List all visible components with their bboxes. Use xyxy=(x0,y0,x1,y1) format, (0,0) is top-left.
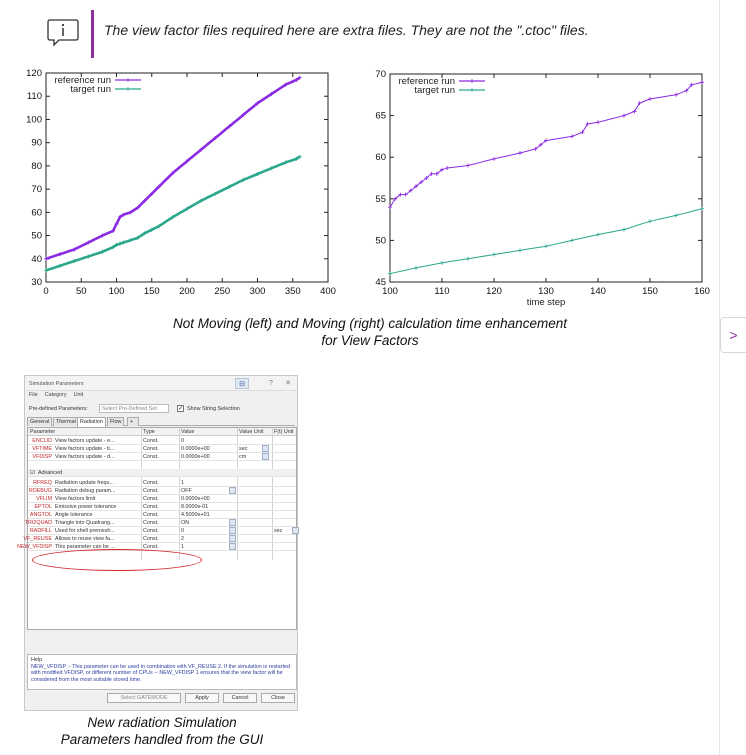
param-type: Const. xyxy=(143,488,159,494)
charts-caption xyxy=(120,315,620,349)
param-desc: Radiation update frequ... xyxy=(55,480,115,486)
chart-not-moving xyxy=(0,64,340,300)
param-desc: View factors limit xyxy=(55,496,96,502)
param-type: Const. xyxy=(143,454,159,460)
param-value: 1 xyxy=(181,544,184,550)
x-tick-label: 100 xyxy=(108,286,125,297)
dialog-tabs xyxy=(27,417,295,426)
y-tick-label: 60 xyxy=(375,152,386,164)
x-tick-label: 300 xyxy=(249,286,266,297)
param-type: Const. xyxy=(143,512,159,518)
dropdown-arrow-icon[interactable] xyxy=(292,527,299,534)
data-point xyxy=(466,164,470,168)
help-panel xyxy=(27,654,297,690)
series-line-target xyxy=(390,209,702,274)
tab-radiation[interactable]: Radiation xyxy=(77,417,106,427)
y-tick-label: 110 xyxy=(26,91,42,103)
param-name: ENCLID xyxy=(32,438,52,444)
param-type: Const. xyxy=(143,504,159,510)
data-point xyxy=(570,238,574,242)
data-point xyxy=(440,261,444,265)
simulation-parameters-dialog xyxy=(16,375,298,711)
param-desc: Emissive power tolerance xyxy=(55,504,117,510)
param-type: Const. xyxy=(143,496,159,502)
col-parameter: Parameter xyxy=(30,429,56,435)
y-tick-label: 80 xyxy=(31,160,42,172)
param-value: 1 xyxy=(181,480,184,486)
dropdown-arrow-icon[interactable] xyxy=(262,445,269,452)
predef-label: Pre-defined Parameters: xyxy=(29,406,88,412)
param-value: 0.0000e+00 xyxy=(181,454,210,460)
advanced-label: Advanced xyxy=(38,470,62,476)
x-tick-label: 150 xyxy=(143,286,160,297)
apply-button[interactable]: Apply xyxy=(185,693,219,703)
dropdown-arrow-icon[interactable] xyxy=(229,535,236,542)
y-tick-label: 70 xyxy=(31,184,42,196)
col-value: Value xyxy=(181,429,195,435)
legend-marker xyxy=(126,87,130,91)
legend-label: target run xyxy=(414,85,455,96)
param-desc: View factors update - d... xyxy=(55,454,115,460)
data-point xyxy=(648,219,652,223)
y-tick-label: 30 xyxy=(31,277,42,288)
data-point xyxy=(596,233,600,237)
data-point xyxy=(674,213,678,217)
param-value: OFF xyxy=(181,488,192,494)
y-tick-label: 60 xyxy=(31,207,42,219)
show-string-label: Show String Selection xyxy=(187,406,240,412)
param-name: TRI2QUAD xyxy=(24,520,52,526)
x-tick-label: 350 xyxy=(284,286,301,297)
param-desc: Triangle into Quadrang... xyxy=(55,520,115,526)
dropdown-arrow-icon[interactable] xyxy=(229,519,236,526)
y-tick-label: 50 xyxy=(375,235,386,247)
table-row[interactable] xyxy=(28,479,296,487)
y-tick-label: 45 xyxy=(375,277,386,288)
predefined-parameters-row xyxy=(29,404,295,414)
plot-frame xyxy=(46,73,328,282)
dialog-titlebar xyxy=(25,376,297,391)
param-type: Const. xyxy=(143,528,159,534)
param-value: 0.0000e+00 xyxy=(181,446,210,452)
tab-thermal[interactable]: Thermal xyxy=(53,417,79,426)
param-desc: View factors update - e... xyxy=(55,438,115,444)
table-row[interactable] xyxy=(28,527,296,535)
dialog-button-row xyxy=(25,692,297,706)
menu-file[interactable]: File xyxy=(29,392,38,398)
dropdown-arrow-icon[interactable] xyxy=(229,487,236,494)
data-point xyxy=(700,207,704,211)
table-row[interactable] xyxy=(28,445,296,453)
data-point xyxy=(544,244,548,248)
x-tick-label: 140 xyxy=(590,286,606,297)
predef-select[interactable]: Select Pre-Defined Set xyxy=(99,404,169,413)
close-icon[interactable]: ✕ xyxy=(285,380,291,387)
param-type: Const. xyxy=(143,520,159,526)
col-type: Type xyxy=(143,429,155,435)
param-name: NEW_VFDISP xyxy=(16,544,52,550)
tab-general[interactable]: General xyxy=(27,417,52,426)
close-button[interactable]: Close xyxy=(261,693,295,703)
table-row[interactable] xyxy=(28,437,296,445)
param-name: RFREQ xyxy=(33,480,52,486)
x-tick-label: 0 xyxy=(43,286,49,297)
param-value: 0 xyxy=(181,528,184,534)
param-desc: Angle tolerance xyxy=(55,512,93,518)
advanced-section[interactable] xyxy=(28,469,296,477)
plot-frame xyxy=(390,74,702,282)
param-type: Const. xyxy=(143,438,159,444)
legend-label: target run xyxy=(70,84,111,95)
right-divider xyxy=(719,0,720,755)
data-point xyxy=(445,166,449,170)
tab-add[interactable]: + xyxy=(127,417,139,426)
data-point xyxy=(466,257,470,261)
param-desc: View factors update - ti... xyxy=(55,446,115,452)
help-text: NEW_VFDISP :- This parameter can be used in combination with VF_REUSE 2. If the simulation is restarted with modified VFDISP, or different number of CPUs -- NEW_VFDISP 1 ensures that the view factor will be considered from the most suitable stored time. xyxy=(31,664,290,683)
x-tick-label: 50 xyxy=(75,286,87,297)
param-desc: Used for shell premesh... xyxy=(55,528,115,534)
param-type: Const. xyxy=(143,446,159,452)
param-type: Const. xyxy=(143,544,159,550)
tab-flow[interactable]: Flow xyxy=(107,417,124,426)
x-tick-label: 120 xyxy=(486,286,502,297)
advanced-checkbox[interactable]: ☑ xyxy=(30,470,35,476)
param-name: EPTOL xyxy=(34,504,52,510)
data-point xyxy=(492,157,496,161)
param-funit: sec xyxy=(274,528,283,534)
param-desc: Allows to reuse view fa... xyxy=(55,536,115,542)
y-tick-label: 100 xyxy=(26,114,42,126)
show-string-checkbox[interactable]: ✓ xyxy=(178,406,184,412)
dialog-menubar xyxy=(25,391,297,400)
x-tick-label: 110 xyxy=(434,286,450,297)
note-text: The view factor files required here are extra files. They are not the ".ctoc" files. xyxy=(104,22,589,38)
param-value: ON xyxy=(181,520,190,526)
help-button[interactable]: ? xyxy=(269,380,273,387)
charts-caption-line2: for View Factors xyxy=(321,333,419,348)
data-point xyxy=(414,266,418,270)
data-point xyxy=(570,134,574,138)
col-value-unit: Value Unit xyxy=(239,429,264,435)
x-tick-label: 100 xyxy=(382,286,398,297)
table-row[interactable] xyxy=(28,495,296,503)
table-row[interactable] xyxy=(28,503,296,511)
param-name: VFTIME xyxy=(32,446,52,452)
dropdown-arrow-icon[interactable] xyxy=(262,453,269,460)
dialog-title: Simulation Parameters xyxy=(29,381,84,387)
charts-caption-line1: Not Moving (left) and Moving (right) calculation time enhancement xyxy=(173,316,567,331)
table-row[interactable] xyxy=(28,487,296,495)
chart-moving xyxy=(352,64,714,314)
legend-marker xyxy=(470,79,474,83)
highlight-oval xyxy=(32,549,202,571)
x-tick-label: 130 xyxy=(538,286,554,297)
data-point xyxy=(596,120,600,124)
table-row[interactable] xyxy=(28,453,296,461)
x-axis-label: time step xyxy=(526,297,566,308)
table-row[interactable] xyxy=(24,519,296,527)
param-value: 8.0000e-01 xyxy=(181,504,209,510)
param-value: 2 xyxy=(181,536,184,542)
dropdown-arrow-icon[interactable] xyxy=(229,527,236,534)
table-row[interactable] xyxy=(28,511,296,519)
data-point xyxy=(674,93,678,97)
data-point xyxy=(388,272,392,276)
chart-moving-svg xyxy=(352,64,714,314)
y-tick-label: 120 xyxy=(26,68,42,79)
legend-marker xyxy=(470,88,474,92)
dialog-caption xyxy=(40,714,284,748)
data-point xyxy=(700,80,704,84)
y-tick-label: 70 xyxy=(375,69,386,80)
legend-marker xyxy=(126,78,130,82)
col-ft-unit: F(t) Unit xyxy=(274,429,294,435)
param-unit: cm xyxy=(239,454,247,460)
legend-label: reference run xyxy=(398,76,455,87)
data-point xyxy=(648,97,652,101)
y-tick-label: 55 xyxy=(375,193,386,205)
dialog-caption-line1: New radiation Simulation xyxy=(87,715,237,730)
legend-label: reference run xyxy=(54,75,111,86)
x-tick-label: 160 xyxy=(694,286,710,297)
menu-unit[interactable]: Unit xyxy=(73,392,84,398)
dropdown-arrow-icon[interactable] xyxy=(229,543,236,550)
param-name: VFDISP xyxy=(32,454,52,460)
menu-category[interactable]: Category xyxy=(44,392,67,398)
cancel-button[interactable]: Cancel xyxy=(223,693,257,703)
grid-header xyxy=(28,428,296,436)
param-name: VFLIM xyxy=(36,496,52,502)
data-point xyxy=(622,114,626,118)
x-tick-label: 150 xyxy=(642,286,658,297)
param-name: RDEBUG xyxy=(28,488,52,494)
param-desc: Radiation debug param... xyxy=(55,488,116,494)
param-type: Const. xyxy=(143,480,159,486)
x-tick-label: 400 xyxy=(320,286,336,297)
help-label: Help xyxy=(31,657,43,663)
param-name: ANGTOL xyxy=(29,512,52,518)
param-name: VF_REUSE xyxy=(23,536,52,542)
data-point xyxy=(518,151,522,155)
chart-not-moving-svg xyxy=(0,64,340,300)
y-tick-label: 65 xyxy=(375,110,386,122)
data-point xyxy=(518,248,522,252)
y-tick-label: 50 xyxy=(31,230,42,242)
param-name: RADFILL xyxy=(29,528,52,534)
param-unit: sec xyxy=(239,446,248,452)
select-gatemode-button[interactable]: Select GATEMODE xyxy=(107,693,181,703)
param-value: 0 xyxy=(181,438,184,444)
series-line-reference xyxy=(390,82,702,207)
data-point xyxy=(622,228,626,232)
y-tick-label: 90 xyxy=(31,137,42,149)
x-tick-label: 200 xyxy=(179,286,195,297)
data-point xyxy=(492,253,496,257)
parameters-grid xyxy=(16,427,297,630)
note-accent-bar xyxy=(91,10,94,58)
next-arrow-button[interactable]: > xyxy=(720,317,746,353)
info-speech-bubble-icon xyxy=(46,18,80,48)
param-value: 0.0000e+00 xyxy=(181,496,210,502)
pin-icon[interactable]: ⊟ xyxy=(235,378,249,389)
param-type: Const. xyxy=(143,536,159,542)
x-tick-label: 250 xyxy=(214,286,231,297)
param-desc: This parameter can be ... xyxy=(55,544,115,550)
series-line-reference xyxy=(46,78,300,259)
info-note xyxy=(40,8,680,62)
y-tick-label: 40 xyxy=(31,253,42,265)
dialog-caption-line2: Parameters handled from the GUI xyxy=(60,732,264,747)
table-row[interactable] xyxy=(23,535,296,543)
param-value: 4.5000e+01 xyxy=(181,512,210,518)
